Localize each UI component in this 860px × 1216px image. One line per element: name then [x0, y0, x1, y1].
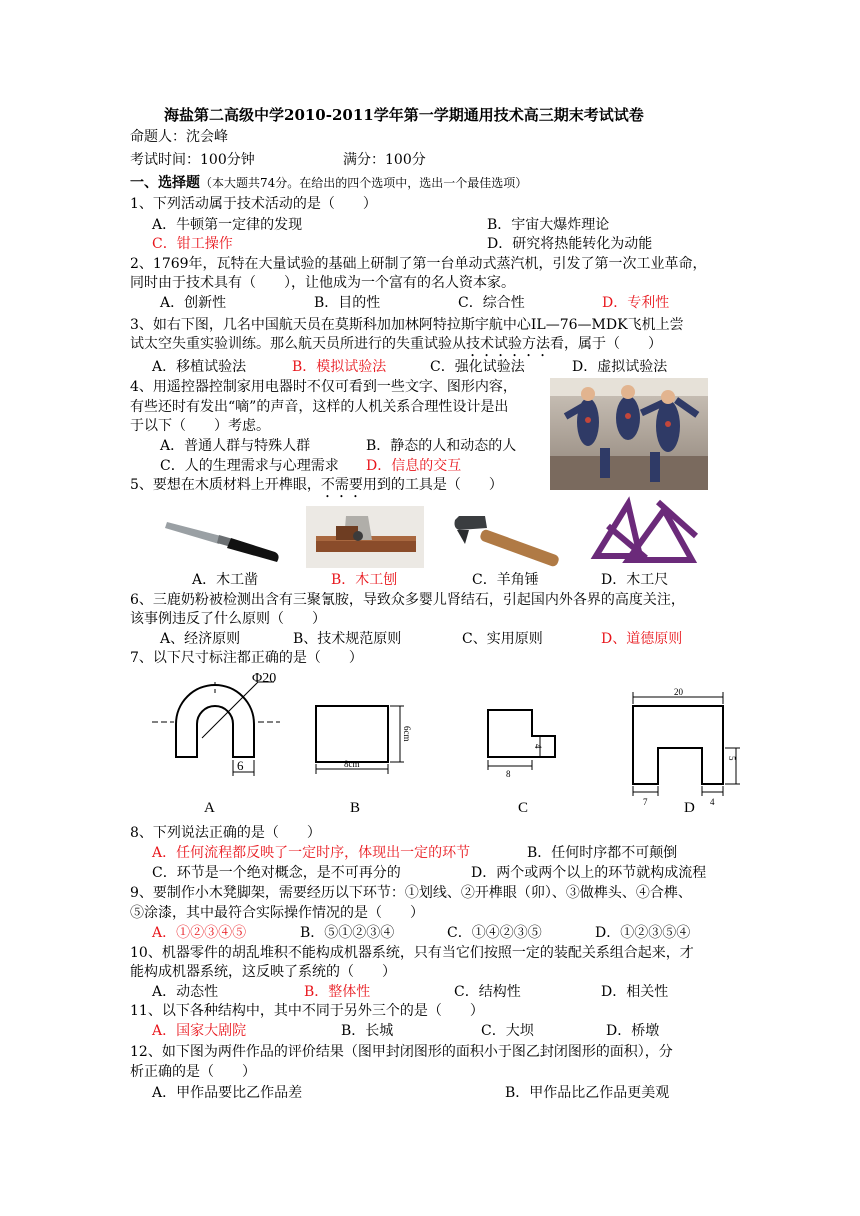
q3-line2-a: 试太空失重实验训练。那么航天员所进行的失重试验从 — [130, 336, 466, 352]
fig-d-bottom-right: 4 — [710, 797, 715, 807]
q3-option-d: D．虚拟试验法 — [572, 359, 668, 375]
q6-option-d: D、道德原则 — [601, 631, 683, 647]
q1-stem: 1、下列活动属于技术活动的是（ ） — [130, 196, 377, 212]
hammer-image — [451, 512, 565, 568]
fig-label-c: C — [518, 800, 529, 816]
q6-option-b: B、技术规范原则 — [293, 631, 402, 647]
fig-label-a: A — [204, 800, 215, 816]
astronauts-photo — [550, 378, 708, 490]
dimension-figures — [140, 664, 740, 824]
q4-option-d: D．信息的交互 — [366, 458, 462, 474]
fig-d-bottom-left: 7 — [643, 797, 648, 807]
q8-option-a: A．任何流程都反映了一定时序，体现出一定的环节 — [152, 845, 471, 861]
q11-stem: 11、以下各种结构中，其中不同于另外三个的是（ ） — [130, 1003, 484, 1019]
q4-line3: 于以下（ ）考虑。 — [130, 418, 270, 434]
q5-option-b: B．木工刨 — [331, 572, 398, 588]
fig-d-right: 5 — [727, 756, 737, 761]
q6-option-c: C、实用原则 — [462, 631, 543, 647]
fig-a-width: 6 — [237, 758, 244, 773]
q10-line1: 10、机器零件的胡乱堆积不能构成机器系统，只有当它们按照一定的装配关系组合起来，才 — [130, 945, 694, 961]
fig-c-height: 4 — [533, 744, 543, 749]
q5-option-a: A．木工凿 — [192, 572, 259, 588]
q1-option-c: C．钳工操作 — [152, 236, 233, 252]
q11-option-b: B．长城 — [341, 1023, 394, 1039]
q2-option-c: C．综合性 — [458, 295, 525, 311]
fig-a-diameter: Φ20 — [252, 671, 277, 686]
q2-line2: 同时由于技术具有（ ），让他成为一个富有的名人资本家。 — [130, 275, 515, 291]
q10-option-d: D．相关性 — [601, 984, 669, 1000]
q11-option-c: C．大坝 — [481, 1023, 534, 1039]
q5-stem-a: 5、要想在木质材料上开榫眼， — [130, 477, 321, 493]
full-score: 满分：100分 — [343, 152, 426, 168]
fig-label-b: B — [350, 800, 361, 816]
q10-option-b: B．整体性 — [304, 984, 371, 1000]
q6-option-a: A、经济原则 — [160, 631, 241, 647]
exam-time: 考试时间：100分钟 — [130, 152, 255, 168]
q1-option-b: B．宇宙大爆炸理论 — [487, 217, 610, 233]
q11-option-d: D．桥墩 — [606, 1023, 660, 1039]
chisel-image — [163, 508, 283, 568]
q3-option-a: A．移植试验法 — [152, 359, 247, 375]
fig-d-top: 20 — [674, 687, 683, 697]
ruler-image — [588, 496, 703, 566]
fig-b-width: 8cm — [344, 759, 360, 769]
q2-line1: 2、1769年，瓦特在大量试验的基础上研制了第一台单动式蒸汽机，引发了第一次工业革命， — [130, 256, 707, 272]
fig-c-width: 8 — [506, 769, 511, 779]
q3-option-c: C．强化试验法 — [430, 359, 525, 375]
section-note: （本大题共74分。在给出的四个选项中，选出一个最佳选项） — [200, 176, 528, 190]
q12-option-b: B．甲作品比乙作品更美观 — [505, 1085, 670, 1101]
q8-option-d: D．两个或两个以上的环节就构成流程 — [471, 865, 707, 881]
q9-option-d: D．①②③⑤④ — [595, 925, 691, 941]
q2-option-b: B．目的性 — [314, 295, 381, 311]
q4-line2: 有些还时有发出“嘀”的声音，这样的人机关系合理性设计是出 — [130, 399, 509, 415]
section-heading — [130, 174, 527, 192]
q12-line2: 析正确的是（ ） — [130, 1064, 256, 1080]
q4-option-c: C．人的生理需求与心理需求 — [160, 458, 339, 474]
q12-line1: 12、如下图为两件作品的评价结果（图甲封闭图形的面积小于图乙封闭图形的面积），分 — [130, 1044, 673, 1060]
q6-line1: 6、三鹿奶粉被检测出含有三聚氰胺，导致众多婴儿肾结石，引起国内外各界的高度关注， — [130, 592, 685, 608]
q4-option-a: A．普通人群与特殊人群 — [160, 438, 311, 454]
q3-option-b: B．模拟试验法 — [292, 359, 387, 375]
q5-option-d: D．木工尺 — [601, 572, 669, 588]
q9-option-b: B．⑤①②③④ — [300, 925, 395, 941]
q11-option-a: A．国家大剧院 — [152, 1023, 247, 1039]
q10-option-a: A．动态性 — [152, 984, 219, 1000]
q3-line2-c: 看，属于（ ） — [550, 336, 662, 352]
q9-line2: ⑤涂漆，其中最符合实际操作情况的是（ ） — [130, 905, 424, 921]
q6-line2: 该事例违反了什么原则（ ） — [130, 611, 326, 627]
q4-line1: 4、用遥控器控制家用电器时不仅可看到一些文字、图形内容， — [130, 379, 517, 395]
q3-line1: 3、如右下图，几名中国航天员在莫斯科加加林阿特拉斯宇航中心IL—76—MDK飞机上尝 — [130, 317, 684, 333]
q8-stem: 8、下列说法正确的是（ ） — [130, 825, 321, 841]
q5-stem-c: 用到的工具是（ ） — [362, 477, 503, 493]
q3-line2 — [130, 335, 662, 360]
q5-stem-emph: 不需要 — [320, 477, 363, 493]
q4-option-b: B．静态的人和动态的人 — [366, 438, 517, 454]
q8-option-b: B．任何时序都不可颠倒 — [527, 845, 678, 861]
q1-option-a: A．牛顿第一定律的发现 — [152, 217, 303, 233]
section-name: 一、选择题 — [130, 175, 200, 191]
q2-option-d: D．专利性 — [602, 295, 670, 311]
q10-option-c: C．结构性 — [454, 984, 521, 1000]
q1-option-d: D．研究将热能转化为动能 — [487, 236, 653, 252]
q9-option-c: C．①④②③⑤ — [447, 925, 542, 941]
q12-option-a: A．甲作品要比乙作品差 — [152, 1085, 303, 1101]
q2-option-a: A．创新性 — [160, 295, 227, 311]
author-line: 命题人：沈会峰 — [130, 129, 228, 145]
q8-option-c: C．环节是一个绝对概念，是不可再分的 — [152, 865, 401, 881]
q7-stem: 7、以下尺寸标注都正确的是（ ） — [130, 650, 363, 666]
fig-b-height: 6cm — [402, 726, 412, 742]
fig-label-d: D — [684, 800, 695, 816]
q10-line2: 能构成机器系统，这反映了系统的（ ） — [130, 964, 396, 980]
q9-line1: 9、要制作小木凳脚架，需要经历以下环节：①划线、②开榫眼（卯）、③做榫头、④合榫、 — [130, 885, 692, 901]
q5-option-c: C．羊角锤 — [472, 572, 539, 588]
page-title: 海盐第二高级中学2010-2011学年第一学期通用技术高三期末考试试卷 — [164, 106, 644, 124]
figure-a — [176, 685, 254, 757]
q5-stem — [130, 476, 503, 501]
plane-image — [306, 506, 424, 568]
q3-line2-emph: 技术试验方法 — [466, 336, 550, 352]
q9-option-a: A．①②③④⑤ — [152, 925, 247, 941]
